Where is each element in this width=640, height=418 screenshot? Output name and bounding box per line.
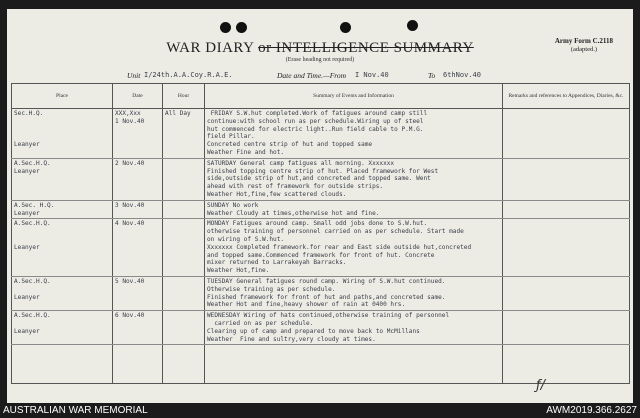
row-summary: SUNDAY No work Weather Cloudy at times,otherwise hot and fine. xyxy=(205,200,503,219)
footer-accession-number: AWM2019.366.2627 xyxy=(546,405,637,416)
from-value: I Nov.40 xyxy=(355,71,389,79)
row-date: 4 Nov.40 xyxy=(113,219,163,277)
row-hour xyxy=(163,158,205,200)
army-form-number: Army Form C.2118 xyxy=(554,37,613,45)
table-header xyxy=(12,84,630,109)
row-remarks xyxy=(503,311,630,345)
row-place: A.Sec.H.Q. Leanyer xyxy=(12,311,113,345)
table-row xyxy=(12,219,630,277)
row-summary: WEDNESDAY Wiring of hats continued,otherwise training of personnel carried on as per schedule. Clearing up of camp and prepared to move back to McMillans Weather Fine and sultry,very cloudy at times. xyxy=(205,311,503,345)
row-date: 2 Nov.40 xyxy=(113,158,163,200)
row-hour: All Day xyxy=(163,109,205,159)
row-hour xyxy=(163,311,205,345)
row-date: 6 Nov.40 xyxy=(113,311,163,345)
diary-sheet xyxy=(7,9,633,403)
col-remarks: Remarks and references to Appendices, Diaries, &c. xyxy=(503,84,630,109)
title-struck: or INTELLIGENCE SUMMARY xyxy=(258,40,474,56)
army-form-adapted: (adapted.) xyxy=(570,46,598,53)
date-label: Date and Time.—From xyxy=(277,71,347,80)
row-date: 3 Nov.40 xyxy=(113,200,163,219)
row-place: A.Sec.H.Q. Leanyer xyxy=(12,219,113,277)
punch-hole xyxy=(220,22,231,33)
footer-institution: AUSTRALIAN WAR MEMORIAL xyxy=(3,405,148,416)
table-row xyxy=(12,158,630,200)
to-label: To xyxy=(428,71,436,80)
row-hour xyxy=(163,219,205,277)
title-war-diary: WAR DIARY xyxy=(166,40,254,56)
col-place: Place xyxy=(12,84,113,109)
row-hour xyxy=(163,200,205,219)
unit-label: Unit xyxy=(127,71,141,80)
punch-hole xyxy=(407,20,418,31)
to-value: 6thNov.40 xyxy=(443,71,481,79)
row-remarks xyxy=(503,158,630,200)
row-date: XXX,Xxx 1 Nov.40 xyxy=(113,109,163,159)
row-remarks xyxy=(503,219,630,277)
punch-hole xyxy=(236,22,247,33)
punch-hole xyxy=(340,22,351,33)
form-subtitle: (Erase heading not required) xyxy=(285,57,355,63)
row-place: A.Sec.H.Q. Leanyer xyxy=(12,276,113,310)
unit-value: I/24th.A.A.Coy.R.A.E. xyxy=(144,71,233,79)
row-remarks xyxy=(503,109,630,159)
col-date: Date xyxy=(113,84,163,109)
row-summary: TUESDAY General fatigues round camp. Wiring of S.W.hut continued. Otherwise training as per schedule. Finished framework for front of hut and paths,and concreted same. Weather Hot and fine,heavy shower of rain at 0400 hrs. xyxy=(205,276,503,310)
row-summary: MONDAY Fatigues around camp. Small odd jobs done to S.W.hut. otherwise training of personnel carried on as per schedule. Start made on wiring of S.W.hut. Xxxxxxx Completed framework.for rear and East side outside hut,concreted and topped same.Commenced framework for front of hut. Concrete mixer returned to Larrakeyah Barracks. Weather Hot,fine. xyxy=(205,219,503,277)
row-place: A.Sec. H.Q. Leanyer xyxy=(12,200,113,219)
army-form-label xyxy=(555,37,613,54)
row-hour xyxy=(163,276,205,310)
table-row xyxy=(12,109,630,159)
col-hour: Hour xyxy=(163,84,205,109)
row-summary: SATURDAY General camp fatigues all morning. Xxxxxxx Finished topping centre strip of hut. Placed framework for West side,outside strip of hut,and concreted and topped same. Went ahead with rest of framework for outside strips. Weather Hot,fine,few scattered clouds. xyxy=(205,158,503,200)
row-place: A.Sec.H.Q. Leanyer xyxy=(12,158,113,200)
form-title xyxy=(7,40,633,57)
table-row xyxy=(12,311,630,345)
table-row xyxy=(12,200,630,219)
row-remarks xyxy=(503,276,630,310)
row-date: 5 Nov.40 xyxy=(113,276,163,310)
footer-bar xyxy=(0,404,640,418)
diary-table xyxy=(11,83,630,384)
row-summary: FRIDAY S.W.hut completed.Work of fatigues around camp still continue:with school run as per schedule.Wiring up of steel hut commenced for electric light..Run field cable to P.M.G. field Pillar. Concreted centre strip of hut and topped same Weather Fine and hot. xyxy=(205,109,503,159)
signature: ƒ/ xyxy=(536,378,545,393)
row-remarks xyxy=(503,200,630,219)
row-place: Sec.H.Q. Leanyer xyxy=(12,109,113,159)
col-summary: Summary of Events and Information xyxy=(205,84,503,109)
table-row xyxy=(12,276,630,310)
